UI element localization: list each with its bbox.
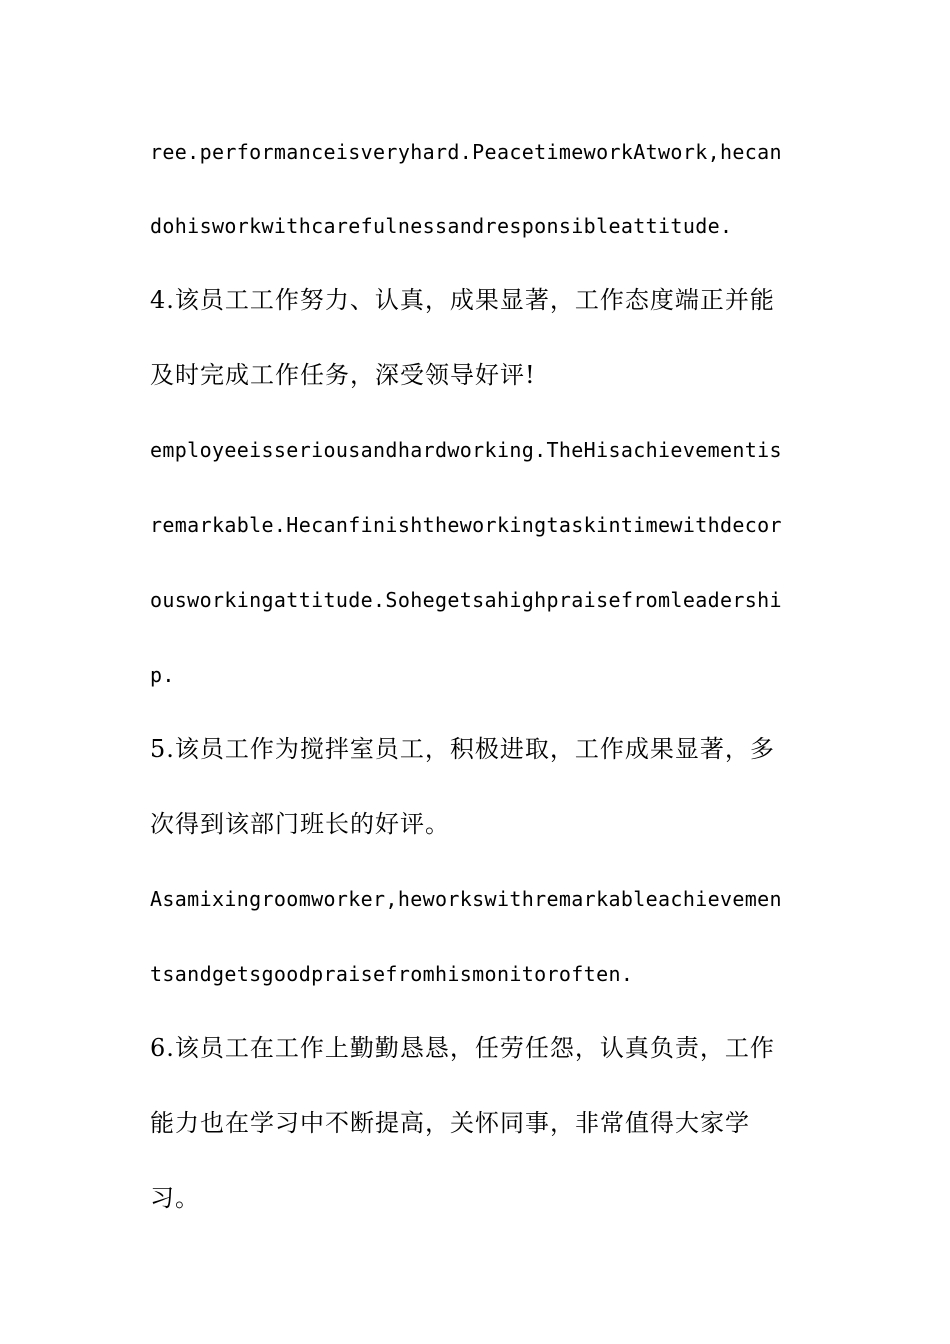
text-line: 4.该员工工作努力、认真，成果显著，工作态度端正并能: [150, 286, 775, 314]
text-line: ree.performanceisveryhard.PeacetimeworkAtwork,hecan: [150, 140, 782, 164]
text-line: 次得到该部门班长的好评。: [150, 810, 450, 838]
text-line: 及时完成工作任务，深受领导好评!: [150, 361, 536, 389]
text-line: p.: [150, 663, 175, 687]
text-line: 5.该员工作为搅拌室员工，积极进取，工作成果显著，多: [150, 735, 775, 763]
text-line: dohisworkwithcarefulnessandresponsibleattitude.: [150, 214, 733, 238]
text-line: Asamixingroomworker,heworkswithremarkableachievemen: [150, 887, 782, 911]
text-line: 习。: [150, 1184, 200, 1212]
text-line: ousworkingattitude.Sohegetsahighpraisefromleadershi: [150, 588, 782, 612]
text-line: 6.该员工在工作上勤勤恳恳，任劳任怨，认真负责，工作: [150, 1034, 775, 1062]
text-line: employeeisseriousandhardworking.TheHisachievementis: [150, 438, 782, 462]
text-line: 能力也在学习中不断提高，关怀同事，非常值得大家学: [150, 1109, 750, 1137]
text-line: remarkable.Hecanfinishtheworkingtaskintimewithdecor: [150, 513, 782, 537]
text-line: tsandgetsgoodpraisefromhismonitoroften.: [150, 962, 634, 986]
